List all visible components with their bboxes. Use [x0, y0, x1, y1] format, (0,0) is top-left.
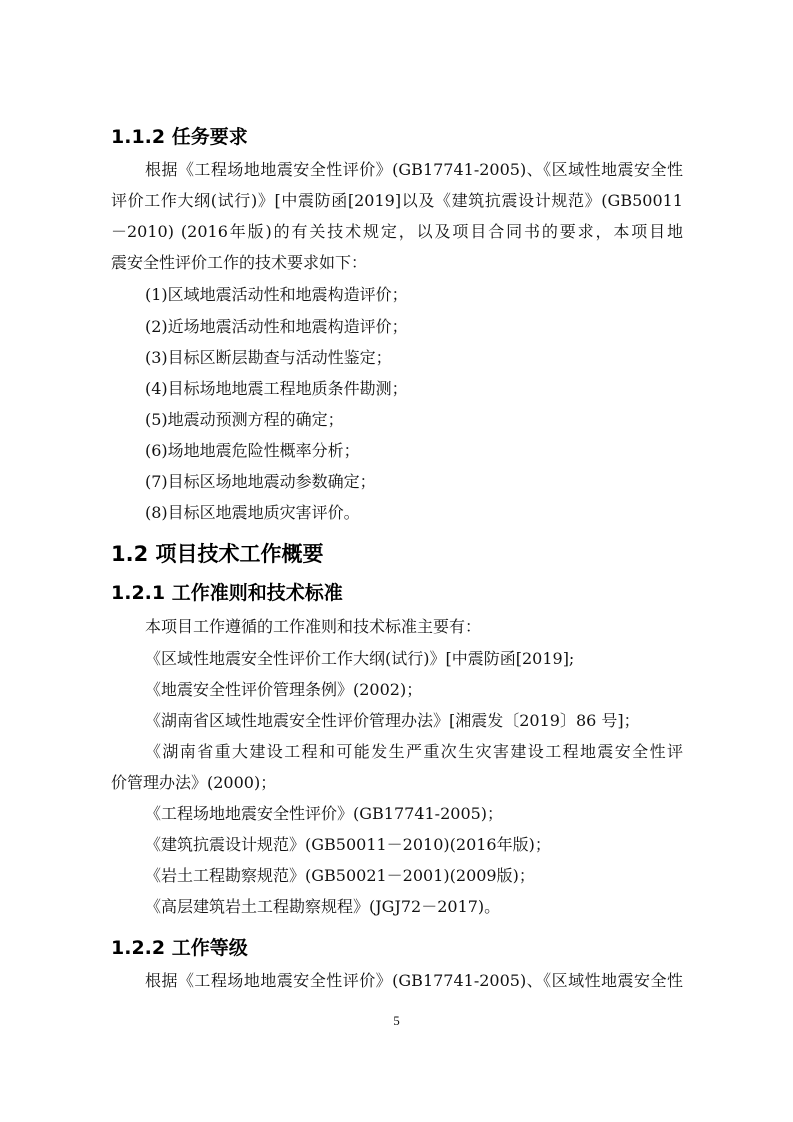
standard-item: 价管理办法》(2000)； [111, 773, 277, 792]
standard-item: 《高层建筑岩土工程勘察规程》(JGJ72－2017)。 [145, 897, 501, 916]
list-item: (3)目标区断层勘查与活动性鉴定； [145, 348, 392, 367]
paragraph-line: 根据《工程场地地震安全性评价》(GB17741-2005)、《区域性地震安全性 [145, 971, 683, 990]
paragraph-line: 本项目工作遵循的工作准则和技术标准主要有： [145, 617, 482, 636]
paragraph-line: 评价工作大纲(试行)》[中震防函[2019]以及《建筑抗震设计规范》(GB50011 [111, 191, 683, 210]
heading-1-2: 1.2 项目技术工作概要 [111, 542, 324, 566]
standard-item: 《建筑抗震设计规范》(GB50011－2010)(2016年版)； [145, 835, 551, 854]
paragraph-line: －2010) (2016年版)的有关技术规定，以及项目合同书的要求，本项目地 [111, 222, 683, 241]
list-item: (5)地震动预测方程的确定； [145, 410, 344, 429]
heading-1-2-1: 1.2.1 工作准则和技术标准 [111, 582, 343, 604]
page-number: 5 [393, 1013, 400, 1028]
standard-item: 《湖南省区域性地震安全性评价管理办法》[湘震发〔2019〕86 号]； [145, 711, 640, 730]
standard-item: 《工程场地地震安全性评价》(GB17741-2005)； [145, 804, 504, 823]
list-item: (7)目标区场地地震动参数确定； [145, 472, 376, 491]
paragraph-line: 根据《工程场地地震安全性评价》(GB17741-2005)、《区域性地震安全性 [145, 160, 683, 179]
list-item: (8)目标区地震地质灾害评价。 [145, 503, 360, 522]
list-item: (6)场地地震危险性概率分析； [145, 441, 360, 460]
list-item: (4)目标场地地震工程地质条件勘测； [145, 379, 408, 398]
heading-1-1-2: 1.1.2 任务要求 [111, 126, 248, 148]
list-item: (2)近场地震活动性和地震构造评价； [145, 317, 408, 336]
paragraph-line: 震安全性评价工作的技术要求如下： [111, 253, 368, 272]
list-item: (1)区域地震活动性和地震构造评价； [145, 285, 408, 304]
standard-item: 《区域性地震安全性评价工作大纲(试行)》[中震防函[2019]; [145, 649, 575, 668]
standard-item: 《湖南省重大建设工程和可能发生严重次生灾害建设工程地震安全性评 [145, 742, 683, 761]
heading-1-2-2: 1.2.2 工作等级 [111, 937, 248, 959]
standard-item: 《地震安全性评价管理条例》(2002)； [145, 680, 423, 699]
standard-item: 《岩土工程勘察规范》(GB50021－2001)(2009版)； [145, 866, 535, 885]
